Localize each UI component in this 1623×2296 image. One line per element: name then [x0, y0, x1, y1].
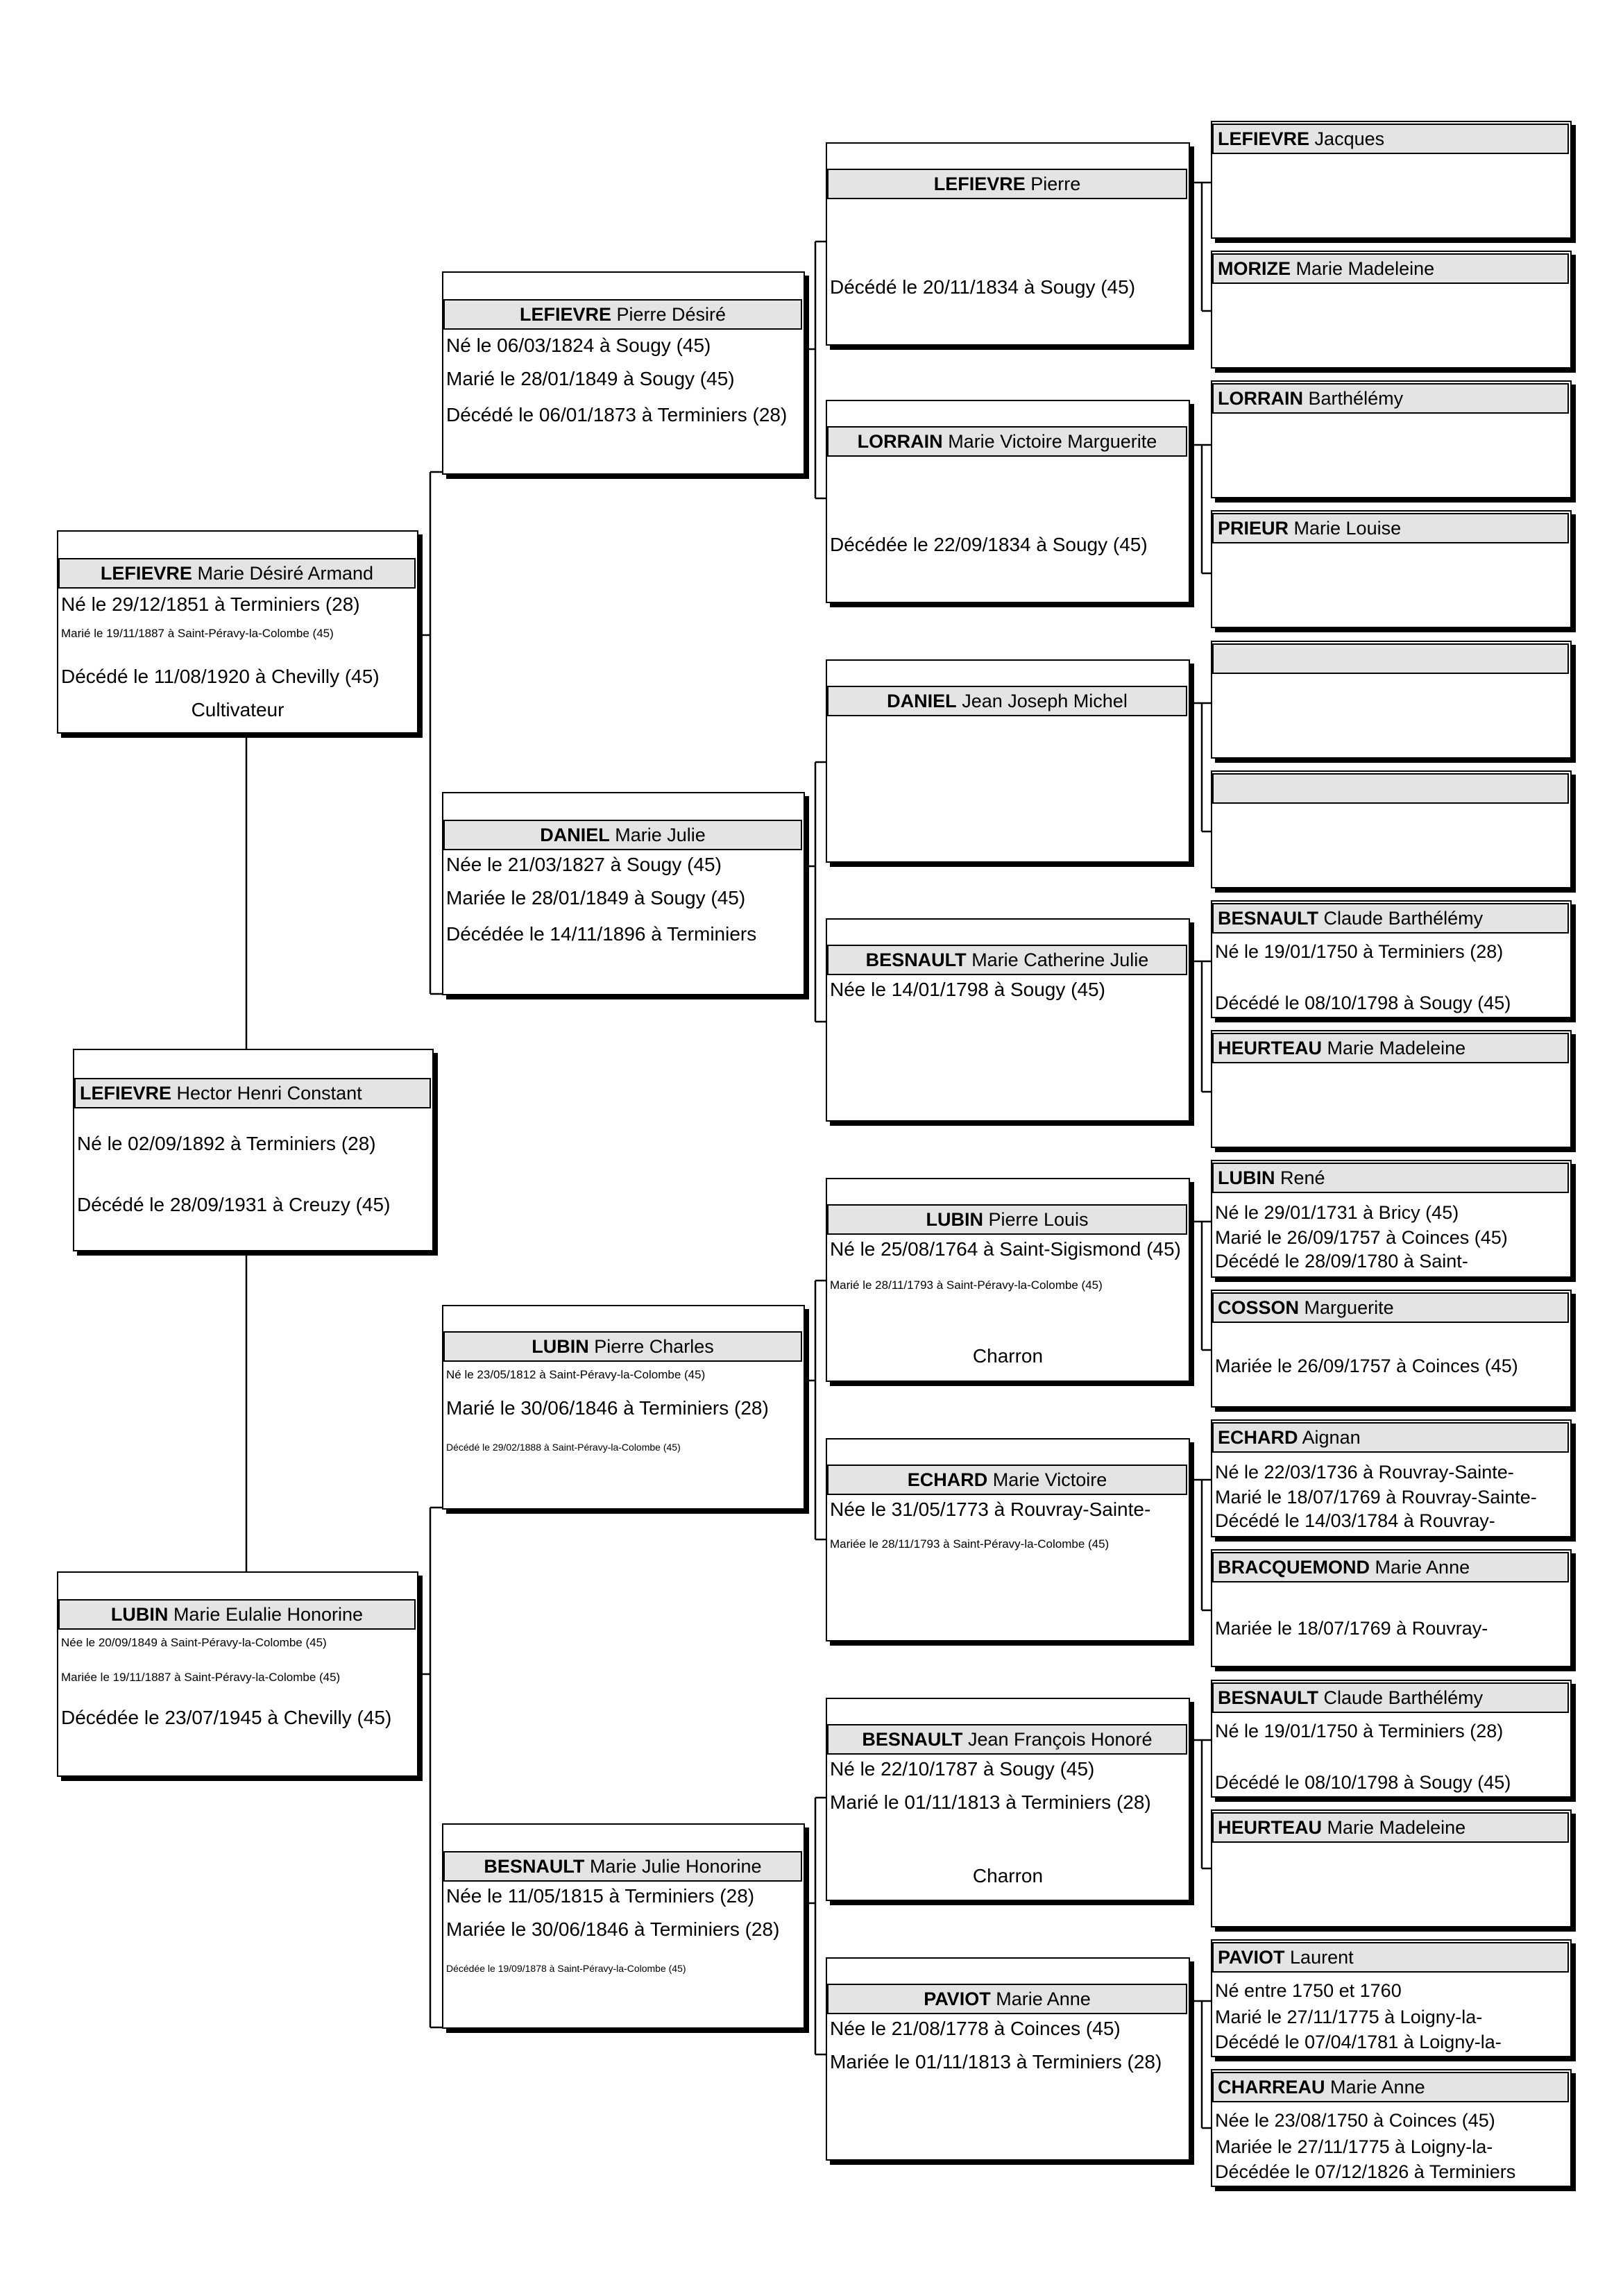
marriage-line: Marié le 30/06/1846 à Terminiers (28): [446, 1397, 769, 1419]
person-box-g2[interactable]: [1211, 251, 1572, 369]
marriage-line: Marié le 18/07/1769 à Rouvray-Sainte-: [1215, 1487, 1537, 1508]
person-name: DANIEL Marie Julie: [443, 820, 802, 850]
person-name: BESNAULT Claude Barthélémy: [1212, 903, 1569, 934]
person-name: DANIEL Jean Joseph Michel: [827, 686, 1187, 716]
person-box-mf[interactable]: [442, 1305, 805, 1510]
death-line: Décédé le 29/02/1888 à Saint-Péravy-la-Colombe (45): [446, 1442, 681, 1453]
birth-line: Né le 22/10/1787 à Sougy (45): [830, 1758, 1095, 1780]
marriage-line: Marié le 28/01/1849 à Sougy (45): [446, 368, 735, 389]
birth-line: Née le 14/01/1798 à Sougy (45): [830, 979, 1105, 1000]
person-name: CHARREAU Marie Anne: [1212, 2072, 1569, 2102]
person-box-fm[interactable]: [442, 792, 805, 995]
marriage-line: Marié le 28/11/1793 à Saint-Péravy-la-Colombe (45): [830, 1278, 1103, 1292]
death-line: Décédé le 14/03/1784 à Rouvray-: [1215, 1510, 1495, 1531]
person-name: LEFIEVRE Hector Henri Constant: [74, 1078, 431, 1108]
marriage-line: Mariée le 30/06/1846 à Terminiers (28): [446, 1918, 780, 1940]
person-box-mmm[interactable]: [826, 1957, 1190, 2161]
person-box-g1[interactable]: [1211, 121, 1572, 239]
person-box-mm[interactable]: [442, 1823, 805, 2029]
person-name: LUBIN Pierre Louis: [827, 1204, 1187, 1235]
occupation-line: Charron: [972, 1345, 1044, 1367]
death-line: Décédé le 28/09/1931 à Creuzy (45): [77, 1194, 391, 1215]
death-line: Décédée le 19/09/1878 à Saint-Péravy-la-Colombe (45): [446, 1963, 686, 1974]
person-box-ff[interactable]: [442, 271, 805, 475]
birth-line: Née le 21/08/1778 à Coinces (45): [830, 2018, 1121, 2039]
person-box-fff[interactable]: [826, 142, 1190, 346]
person-box-fmm[interactable]: [826, 918, 1190, 1122]
person-box-g7[interactable]: [1211, 900, 1572, 1018]
marriage-line: Marié le 26/09/1757 à Coinces (45): [1215, 1227, 1508, 1248]
person-box-mfm[interactable]: [826, 1438, 1190, 1641]
marriage-line: Mariée le 19/11/1887 à Saint-Péravy-la-Colombe (45): [61, 1671, 341, 1684]
person-name: PRIEUR Marie Louise: [1212, 513, 1569, 543]
death-line: Décédé le 08/10/1798 à Sougy (45): [1215, 1772, 1511, 1793]
person-name: HEURTEAU Marie Madeleine: [1212, 1033, 1569, 1063]
marriage-line: Mariée le 26/09/1757 à Coinces (45): [1215, 1356, 1518, 1376]
person-name: BESNAULT Marie Catherine Julie: [827, 945, 1187, 975]
death-line: Décédée le 07/12/1826 à Terminiers: [1215, 2161, 1516, 2182]
marriage-line: Mariée le 28/11/1793 à Saint-Péravy-la-Colombe (45): [830, 1537, 1110, 1551]
person-name: PAVIOT Marie Anne: [827, 1984, 1187, 2014]
death-line: Décédé le 06/01/1873 à Terminiers (28): [446, 404, 788, 425]
person-box-father[interactable]: [57, 530, 418, 734]
person-name: [1212, 643, 1569, 674]
person-name: ECHARD Marie Victoire: [827, 1464, 1187, 1495]
birth-line: Né le 25/08/1764 à Saint-Sigismond (45): [830, 1238, 1181, 1260]
person-box-mff[interactable]: [826, 1178, 1190, 1382]
person-box-mother[interactable]: [57, 1571, 418, 1777]
birth-line: Né le 22/03/1736 à Rouvray-Sainte-: [1215, 1462, 1514, 1483]
person-name: ECHARD Aignan: [1212, 1422, 1569, 1453]
person-name: LORRAIN Barthélémy: [1212, 383, 1569, 414]
birth-line: Née le 21/03/1827 à Sougy (45): [446, 854, 722, 875]
person-box-g3[interactable]: [1211, 380, 1572, 498]
person-name: HEURTEAU Marie Madeleine: [1212, 1812, 1569, 1843]
person-box-fmf[interactable]: [826, 659, 1190, 863]
death-line: Décédé le 20/11/1834 à Sougy (45): [830, 276, 1136, 298]
person-name: LEFIEVRE Pierre: [827, 169, 1187, 199]
person-name: BESNAULT Jean François Honoré: [827, 1724, 1187, 1755]
person-box-g4[interactable]: [1211, 510, 1572, 628]
person-name: LUBIN Pierre Charles: [443, 1331, 802, 1362]
person-box-g11[interactable]: [1211, 1419, 1572, 1537]
person-box-g13[interactable]: [1211, 1680, 1572, 1798]
occupation-line: Cultivateur: [191, 699, 284, 720]
birth-line: Né le 19/01/1750 à Terminiers (28): [1215, 941, 1504, 962]
person-name: LUBIN Marie Eulalie Honorine: [58, 1599, 416, 1630]
death-line: Décédé le 08/10/1798 à Sougy (45): [1215, 993, 1511, 1013]
person-box-g12[interactable]: [1211, 1549, 1572, 1667]
person-box-g8[interactable]: [1211, 1030, 1572, 1148]
person-box-ffm[interactable]: [826, 400, 1190, 603]
person-box-g10[interactable]: [1211, 1290, 1572, 1408]
person-name: PAVIOT Laurent: [1212, 1942, 1569, 1973]
person-name: LEFIEVRE Marie Désiré Armand: [58, 558, 416, 589]
birth-line: Né le 29/01/1731 à Bricy (45): [1215, 1202, 1459, 1223]
person-name: LORRAIN Marie Victoire Marguerite: [827, 426, 1187, 457]
birth-line: Née le 23/08/1750 à Coinces (45): [1215, 2110, 1495, 2131]
person-box-root[interactable]: [73, 1049, 434, 1251]
person-box-g6[interactable]: [1211, 770, 1572, 888]
death-line: Décédée le 23/07/1945 à Chevilly (45): [61, 1707, 392, 1728]
death-line: Décédée le 22/09/1834 à Sougy (45): [830, 534, 1148, 555]
death-line: Décédée le 14/11/1896 à Terminiers: [446, 923, 757, 945]
person-name: BESNAULT Claude Barthélémy: [1212, 1682, 1569, 1713]
person-box-g15[interactable]: [1211, 1939, 1572, 2057]
marriage-line: Mariée le 27/11/1775 à Loigny-la-: [1215, 2136, 1493, 2157]
marriage-line: Mariée le 01/11/1813 à Terminiers (28): [830, 2051, 1162, 2073]
birth-line: Née le 20/09/1849 à Saint-Péravy-la-Colombe (45): [61, 1636, 327, 1649]
birth-line: Né le 29/12/1851 à Terminiers (28): [61, 593, 360, 615]
marriage-line: Mariée le 28/01/1849 à Sougy (45): [446, 887, 746, 909]
birth-line: Née le 11/05/1815 à Terminiers (28): [446, 1885, 755, 1907]
person-name: BESNAULT Marie Julie Honorine: [443, 1851, 802, 1882]
person-name: [1212, 773, 1569, 804]
person-name: MORIZE Marie Madeleine: [1212, 253, 1569, 284]
marriage-line: Marié le 27/11/1775 à Loigny-la-: [1215, 2007, 1483, 2027]
person-name: LEFIEVRE Jacques: [1212, 124, 1569, 154]
person-box-g9[interactable]: [1211, 1160, 1572, 1278]
birth-line: Né le 23/05/1812 à Saint-Péravy-la-Colombe (45): [446, 1368, 706, 1381]
person-box-g5[interactable]: [1211, 641, 1572, 759]
person-box-g16[interactable]: [1211, 2069, 1572, 2187]
person-name: LUBIN René: [1212, 1163, 1569, 1193]
death-line: Décédé le 28/09/1780 à Saint-: [1215, 1251, 1468, 1272]
person-name: COSSON Marguerite: [1212, 1292, 1569, 1323]
death-line: Décédé le 07/04/1781 à Loigny-la-: [1215, 2032, 1502, 2052]
occupation-line: Charron: [972, 1865, 1044, 1886]
person-box-g14[interactable]: [1211, 1809, 1572, 1927]
birth-line: Né le 02/09/1892 à Terminiers (28): [77, 1133, 376, 1154]
birth-line: Né le 06/03/1824 à Sougy (45): [446, 335, 711, 356]
marriage-line: Marié le 19/11/1887 à Saint-Péravy-la-Colombe (45): [61, 627, 334, 640]
marriage-line: Marié le 01/11/1813 à Terminiers (28): [830, 1791, 1151, 1813]
birth-line: Née le 31/05/1773 à Rouvray-Sainte-: [830, 1499, 1151, 1520]
person-name: LEFIEVRE Pierre Désiré: [443, 299, 802, 330]
death-line: Décédé le 11/08/1920 à Chevilly (45): [61, 666, 380, 687]
birth-line: Né entre 1750 et 1760: [1215, 1980, 1402, 2001]
birth-line: Né le 19/01/1750 à Terminiers (28): [1215, 1721, 1504, 1741]
marriage-line: Mariée le 18/07/1769 à Rouvray-: [1215, 1618, 1488, 1639]
person-box-mmf[interactable]: [826, 1698, 1190, 1901]
person-name: BRACQUEMOND Marie Anne: [1212, 1552, 1569, 1582]
